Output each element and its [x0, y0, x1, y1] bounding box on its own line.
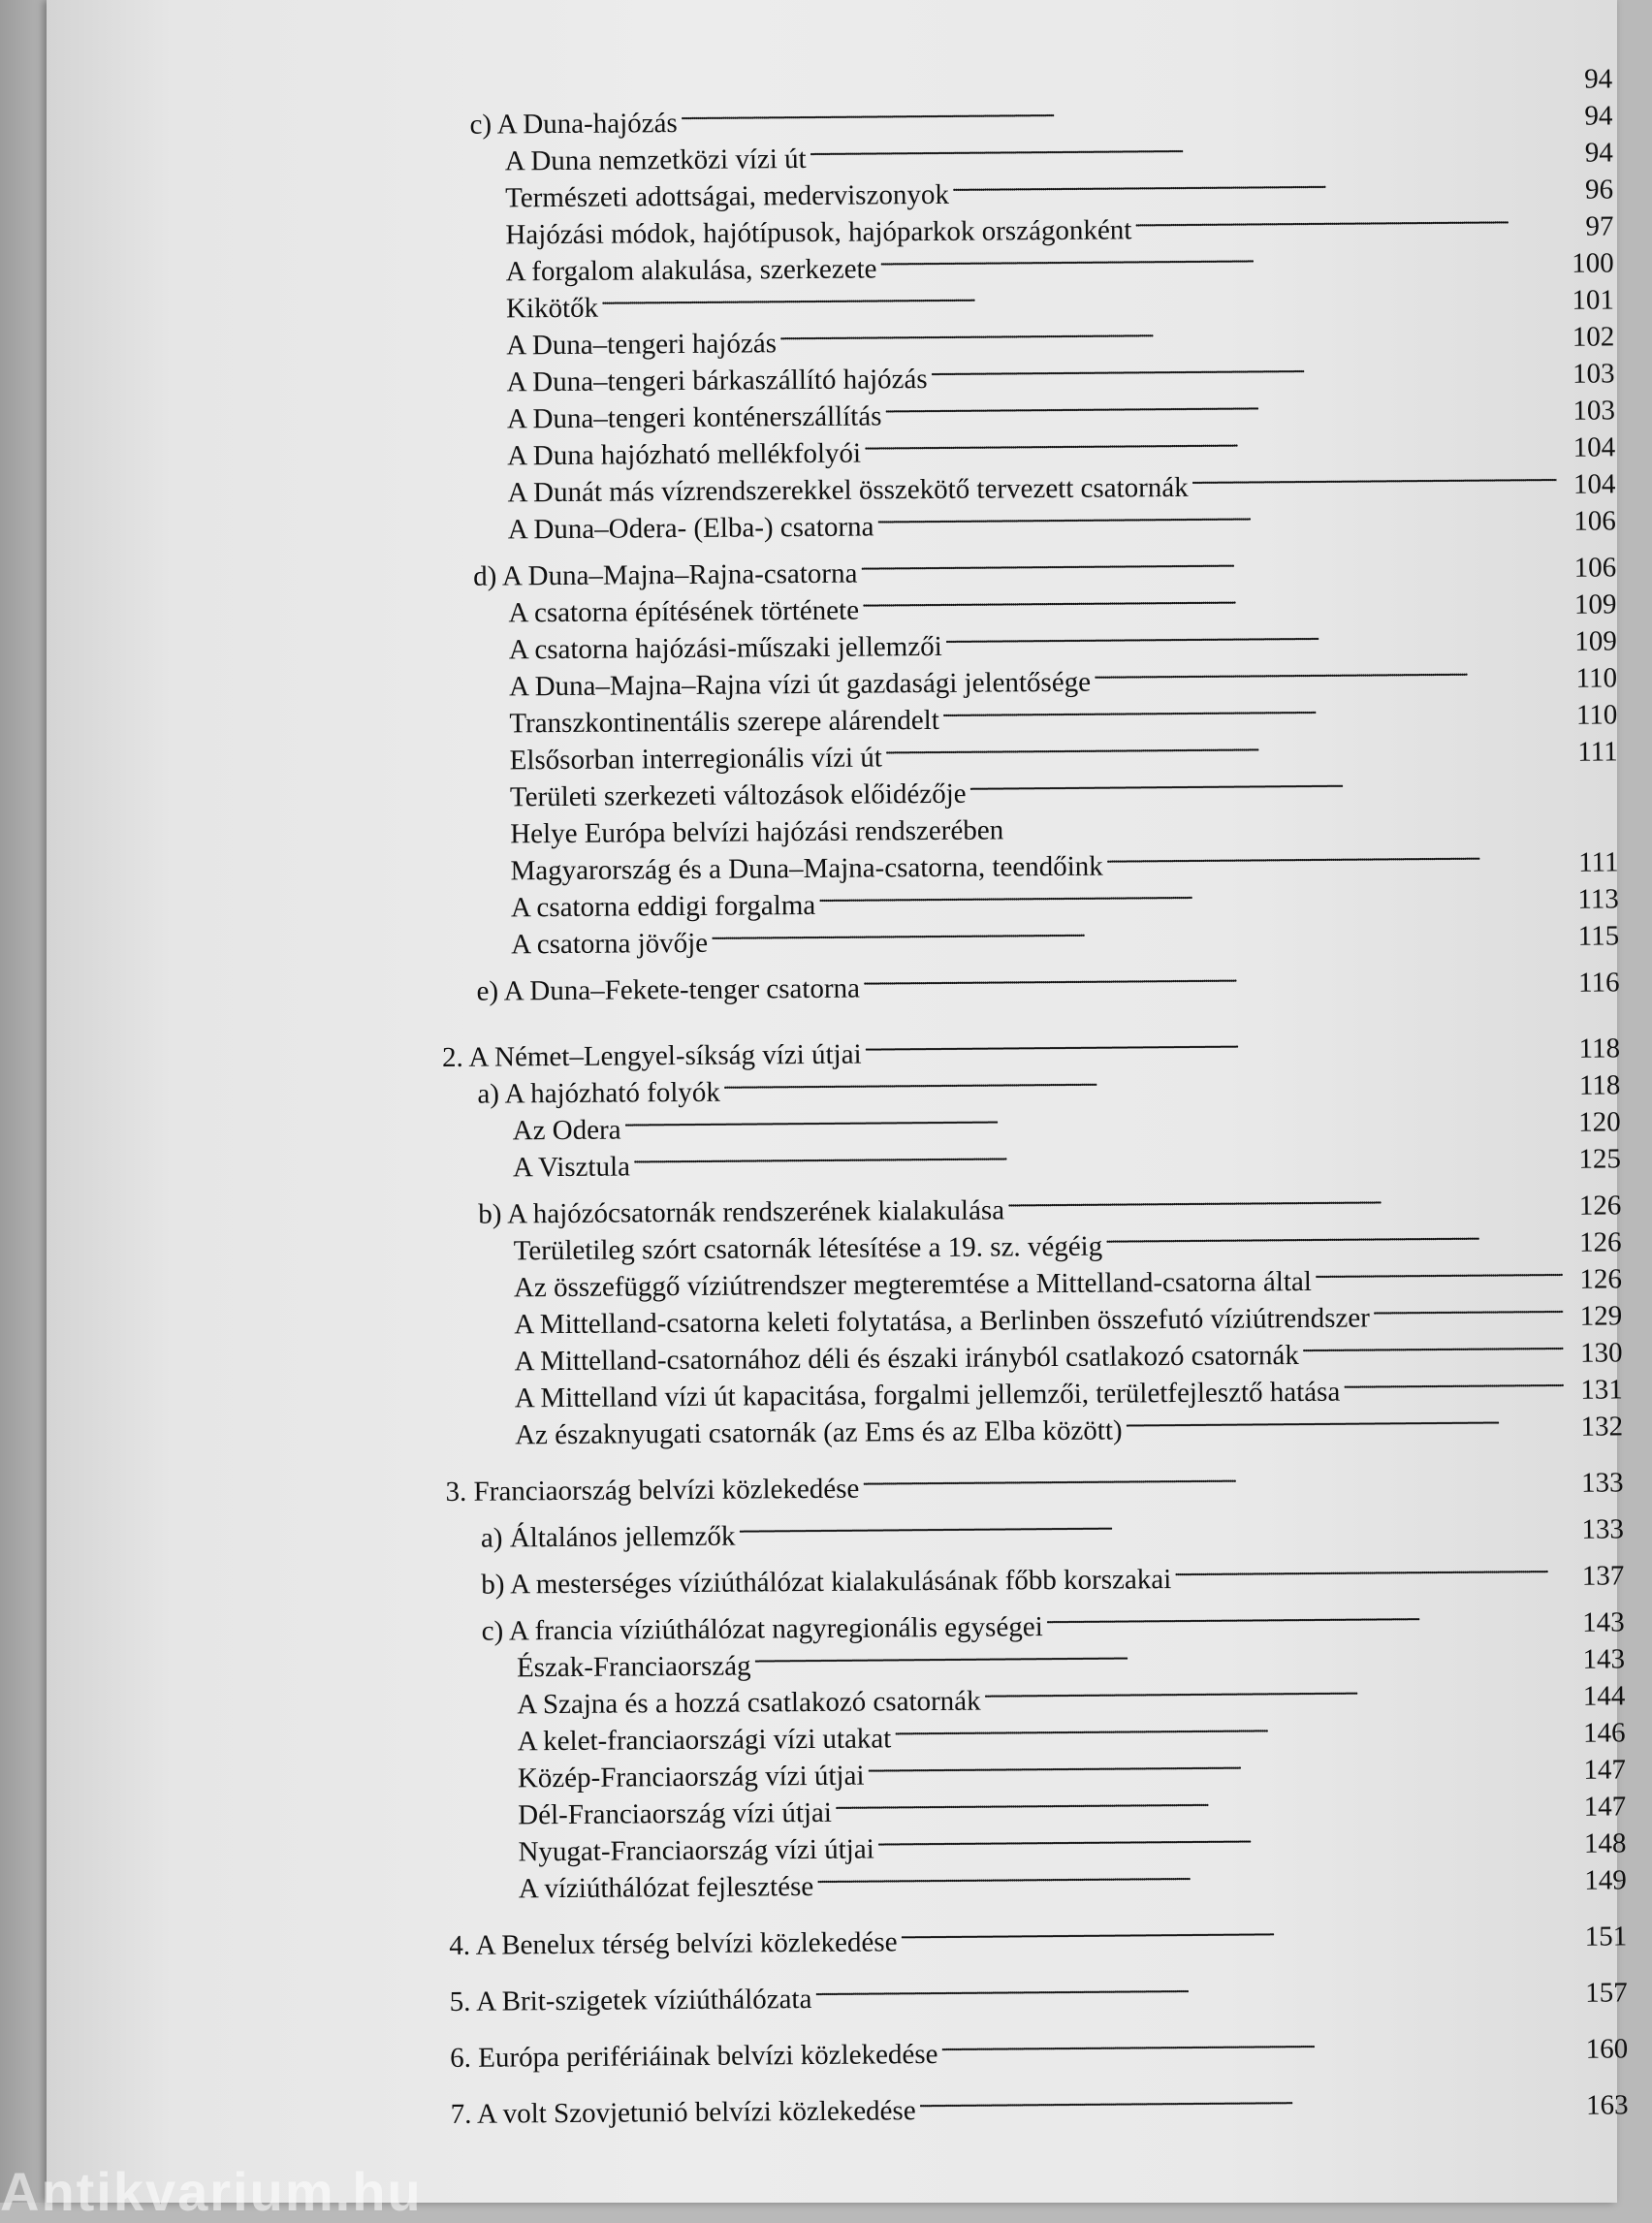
toc-entry-title: A Duna–Odera- (Elba-) csatorna: [508, 508, 874, 548]
toc-leader-dots: [918, 2078, 1569, 2119]
toc-entry-title: a) A hajózható folyók: [477, 1074, 720, 1113]
toc-page-number: 104: [1559, 429, 1615, 465]
toc-entry-title: A Mittelland vízi út kapacitása, forgalmi jellemzői, területfejlesztő hatása: [515, 1374, 1341, 1417]
toc-page-number: 110: [1561, 696, 1617, 733]
toc-leader-dots: [942, 687, 1559, 729]
toc-page-number: 126: [1566, 1260, 1622, 1297]
toc-page-number: 126: [1565, 1187, 1621, 1223]
toc-leader-dots: [1125, 1399, 1564, 1440]
toc-entry-title: Az összefüggő víziútrendszer megteremtése a Mittelland-csatorna által: [514, 1263, 1312, 1306]
toc-entry-title: Észak-Franciaország: [517, 1647, 751, 1686]
toc-entry-title: Helye Európa belvízi hajózási rendszerében: [510, 811, 1003, 852]
toc-page-number: 157: [1572, 1974, 1628, 2011]
toc-leader-dots: [1373, 1288, 1564, 1327]
toc-page-number: 118: [1564, 1066, 1620, 1103]
toc-entry: [450, 2077, 1628, 2123]
toc-page-number: 100: [1558, 244, 1614, 281]
toc-page-number: 104: [1559, 465, 1615, 502]
toc-leader-dots: [944, 614, 1557, 655]
toc-entry-title: A Duna nemzetközi vízi út: [505, 141, 807, 179]
toc-page-number: 143: [1569, 1604, 1625, 1640]
toc-entry-title: Kikötők: [506, 290, 598, 328]
toc-leader-dots: [864, 420, 1556, 462]
toc-entry-title: c) A francia víziúthálózat nagyregionális egységei: [482, 1608, 1043, 1650]
toc-page-number: 94: [1556, 97, 1612, 134]
toc-page-number: 106: [1560, 502, 1616, 539]
toc-page-number: 110: [1561, 659, 1617, 696]
toc-entry-title: A víziúthálózat fejlesztése: [519, 1868, 814, 1907]
toc-leader-dots: [862, 577, 1558, 619]
toc-leader-dots: [818, 872, 1560, 914]
toc-entry-title: A Duna–tengeri bárkaszállító hajózás: [506, 361, 927, 400]
toc-entry-title: Dél-Franciaország vízi útjai: [518, 1794, 832, 1834]
toc-entry: [445, 1454, 1623, 1501]
toc-page-number: 144: [1569, 1677, 1625, 1714]
toc-entry-title: Az Odera: [513, 1112, 621, 1150]
toc-leader-dots: [930, 346, 1555, 388]
toc-entry-title: Közép-Franciaország vízi útjai: [518, 1758, 865, 1797]
toc-leader-dots: [1106, 835, 1560, 875]
toc-leader-dots: [900, 1909, 1568, 1951]
toc-entry-title: Nyugat-Franciaország vízi útjai: [518, 1830, 874, 1870]
toc-leader-dots: [969, 761, 1559, 803]
toc-page-number: 137: [1568, 1557, 1624, 1594]
toc-entry-title: A csatorna jövője: [511, 925, 708, 964]
toc-leader-dots: [835, 1779, 1568, 1822]
toc-leader-dots: [862, 1455, 1565, 1498]
toc-entry-title: Transzkontinentális szerepe alárendelt: [509, 702, 939, 742]
toc-page-number: 109: [1560, 586, 1616, 622]
toc-leader-dots: [867, 1742, 1567, 1785]
toc-entry-title: A kelet-franciaországi vízi utakat: [517, 1720, 891, 1760]
toc-page-number: 116: [1563, 964, 1619, 1000]
toc-page-number: 94: [1557, 134, 1613, 171]
toc-entry-title: Magyarország és a Duna–Majna-csatorna, teendőink: [510, 848, 1102, 890]
toc-leader-dots: [711, 908, 1560, 952]
toc-entry-title: 2. A Német–Lengyel-síkság vízi útjai: [442, 1036, 862, 1076]
toc-leader-dots: [1302, 1325, 1564, 1364]
toc-entry-title: e) A Duna–Fekete-tenger csatorna: [476, 970, 860, 1010]
toc-entry-title: A forgalom alakulása, szerkezete: [506, 250, 877, 290]
toc-page-number: 94: [1556, 60, 1612, 97]
toc-leader-dots: [1174, 1548, 1565, 1588]
toc-page-number: 101: [1558, 281, 1614, 318]
toc-leader-dots: [814, 1965, 1569, 2008]
toc-page-number: 106: [1560, 549, 1616, 586]
toc-entry-title: 4. A Benelux térség belvízi közlekedése: [449, 1923, 898, 1964]
toc-page-number: 131: [1567, 1371, 1623, 1408]
toc-entry-title: A Dunát más vízrendszerekkel összekötő tervezett csatornák: [507, 469, 1188, 512]
toc-entry-title: A Mittelland-csatorna keleti folytatása, a Berlinben összefutó víziútrendszer: [514, 1299, 1370, 1343]
toc-page-number: 163: [1572, 2086, 1628, 2123]
toc-leader-dots: [779, 309, 1556, 352]
toc-page-number: 103: [1558, 355, 1614, 392]
toc-leader-dots: [884, 383, 1556, 425]
toc-page-number: 120: [1564, 1103, 1620, 1140]
toc-leader-dots: [864, 1021, 1561, 1064]
toc-leader-dots: [876, 1816, 1567, 1858]
toc-leader-dots: [876, 493, 1557, 536]
toc-entry-title: A Mittelland-csatornához déli és északi irányból csatlakozó csatornák: [514, 1337, 1299, 1380]
toc-entry-title: 6. Európa perifériáinak belvízi közlekedése: [450, 2036, 938, 2077]
toc-page-number: 147: [1570, 1788, 1626, 1825]
toc-entry-title: a) Általános jellemzők: [481, 1518, 736, 1557]
toc-page-number: 97: [1557, 207, 1613, 244]
toc-page-number: 147: [1570, 1751, 1626, 1788]
toc-entry: [450, 1964, 1628, 2011]
toc-entry-title: Területileg szórt csatornák létesítése a 19. sz. végéig: [514, 1228, 1103, 1270]
toc-page-number: 103: [1559, 392, 1615, 429]
toc-entry-title: Az északnyugati csatornák (az Ems és az Elba között): [515, 1412, 1123, 1453]
toc-entry-title: d) A Duna–Majna–Rajna-csatorna: [473, 556, 858, 595]
toc-page-number: 115: [1563, 917, 1619, 954]
toc-entry-title: A Duna hajózható mellékfolyói: [507, 435, 861, 475]
toc-leader-dots: [860, 540, 1557, 583]
toc-entry-title: Területi szerkezeti változások előidézője: [510, 776, 967, 816]
toc-page-number: 149: [1571, 1861, 1627, 1898]
toc-entry-title: Elsősorban interregionális vízi út: [510, 739, 882, 778]
watermark: Antikvarium.hu: [0, 2160, 423, 2223]
toc-leader-dots: [894, 1705, 1567, 1747]
toc-entry-title: A Visztula: [513, 1148, 630, 1186]
toc-leader-dots: [885, 724, 1559, 766]
toc-leader-dots: [1105, 1215, 1563, 1255]
toc-entry-title: A csatorna hajózási-műszaki jellemzői: [509, 628, 942, 669]
toc-leader-dots: [983, 1668, 1566, 1710]
toc-page-number: 129: [1566, 1297, 1622, 1334]
toc-page-number: 126: [1565, 1223, 1621, 1260]
toc-leader-dots: [633, 1131, 1562, 1176]
page-edge: [0, 0, 47, 2203]
toc-page-number: 132: [1567, 1408, 1623, 1445]
toc-entry-title: b) A mesterséges víziúthálózat kialakulásának főbb korszakai: [481, 1561, 1171, 1604]
toc-page-number: 111: [1562, 843, 1618, 880]
toc-entry-title: b) A hajózócsatornák rendszerének kialakulása: [478, 1191, 1004, 1232]
toc-entry-title: A Duna–Majna–Rajna vízi út gazdasági jelentősége: [509, 664, 1091, 706]
toc-page-number: 146: [1569, 1714, 1625, 1751]
toc-entry-title: A Szajna és a hozzá csatlakozó csatornák: [517, 1683, 981, 1724]
toc-page-number: 102: [1558, 318, 1614, 355]
toc-page-number: 133: [1568, 1510, 1624, 1547]
toc-leader-dots: [940, 2021, 1569, 2063]
toc-entry: [449, 1908, 1627, 1954]
toc-page-number: 113: [1563, 880, 1619, 917]
toc-entry-title: 3. Franciaország belvízi közlekedése: [445, 1471, 859, 1510]
toc-entry-title: Természeti adottságai, mederviszonyok: [505, 176, 949, 217]
toc-leader-dots: [952, 162, 1554, 204]
toc-leader-dots: [1045, 1595, 1565, 1635]
toc-entry-title: 5. A Brit-szigetek víziúthálózata: [450, 1981, 812, 2020]
toc-leader-dots: [809, 125, 1553, 168]
toc-page-number: 143: [1569, 1640, 1625, 1677]
toc-page-number: 133: [1567, 1464, 1623, 1501]
toc-entry-title: Hajózási módok, hajótípusok, hajóparkok országonként: [505, 211, 1131, 253]
toc-leader-dots: [1006, 798, 1559, 839]
toc-page-number: 109: [1561, 622, 1617, 659]
toc-entry: [450, 2020, 1628, 2067]
toc-page-number: 96: [1557, 171, 1613, 207]
toc-leader-dots: [863, 955, 1561, 998]
table-of-contents: [434, 50, 1629, 2122]
toc-entry-title: A csatorna építésének története: [508, 592, 859, 632]
toc-page-number: 125: [1565, 1140, 1621, 1177]
toc-leader-dots: [1315, 1252, 1563, 1290]
toc-leader-dots: [1191, 457, 1556, 496]
toc-leader-dots: [1007, 1178, 1563, 1219]
toc-leader-dots: [816, 1853, 1568, 1895]
toc-entry-title: c) A Duna-hajózás: [469, 105, 677, 143]
toc-leader-dots: [1343, 1362, 1564, 1401]
toc-page-number: 118: [1564, 1030, 1620, 1066]
book-page: [47, 0, 1617, 2203]
toc-page-number: 148: [1570, 1825, 1626, 1861]
toc-leader-dots: [879, 236, 1555, 277]
toc-list: [434, 87, 1628, 2122]
toc-leader-dots: [1094, 651, 1558, 691]
toc-page-number: 151: [1571, 1918, 1627, 1954]
toc-entry-title: A csatorna eddigi forgalma: [511, 887, 816, 926]
toc-entry-title: A Duna–tengeri hajózás: [506, 325, 777, 364]
toc-entry-title: 7. A volt Szovjetunió belvízi közlekedése: [450, 2092, 915, 2133]
toc-leader-dots: [753, 1632, 1566, 1675]
toc-leader-dots: [738, 1502, 1565, 1545]
toc-page-number: 160: [1572, 2030, 1628, 2067]
toc-page-number: 130: [1566, 1334, 1622, 1371]
toc-leader-dots: [1134, 199, 1554, 238]
toc-entry-title: A Duna–tengeri konténerszállítás: [507, 397, 882, 437]
toc-page-number: 111: [1561, 733, 1617, 770]
